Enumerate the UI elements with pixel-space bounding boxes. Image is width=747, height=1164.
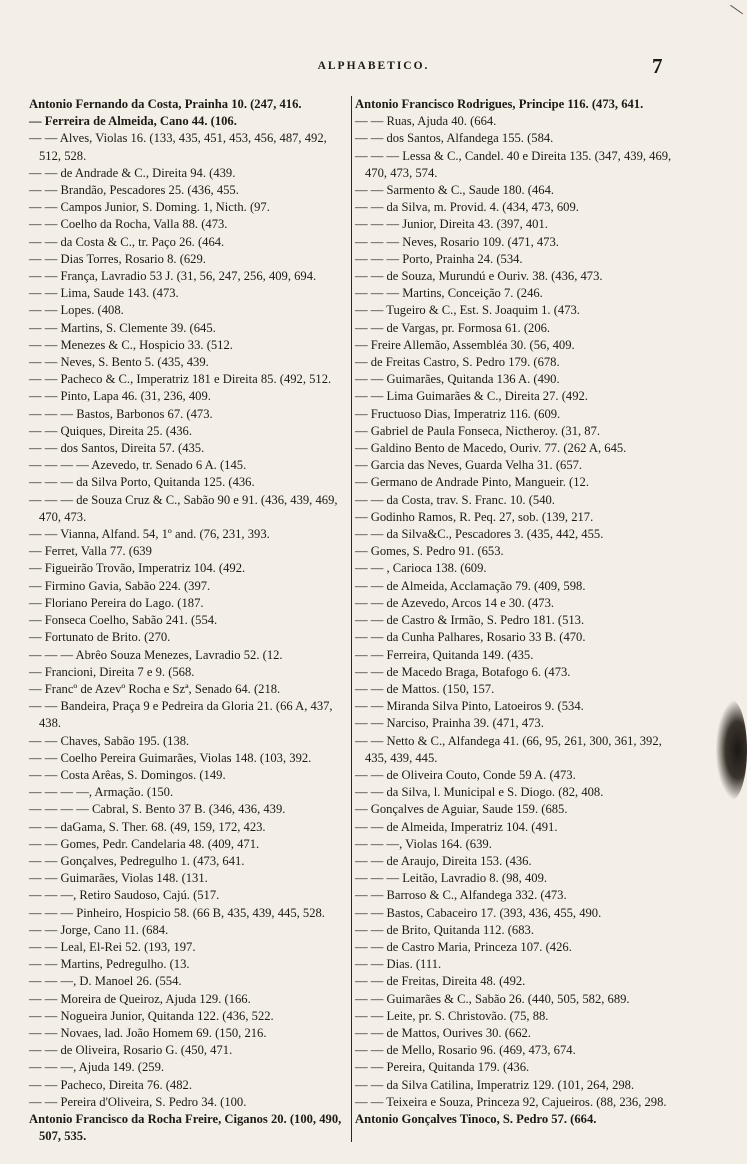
directory-entry: — — Pinto, Lapa 46. (31, 236, 409. — [29, 389, 211, 404]
running-header: ALPHABETICO. — [317, 60, 430, 72]
directory-entry: — — Alves, Violas 16. (133, 435, 451, 453, 456, 487, 492, 512, 528. — [29, 131, 327, 163]
directory-entry: — — de Almeida, Acclamação 79. (409, 598. — [355, 578, 586, 593]
directory-entry: — — Tugeiro & C., Est. S. Joaquim 1. (473. — [355, 303, 580, 318]
directory-entry: — — de Almeida, Imperatriz 104. (491. — [355, 819, 558, 834]
directory-entry: — — — Pinheiro, Hospicio 58. (66 B, 435, 439, 445, 528. — [29, 905, 325, 920]
directory-entry: Antonio Gonçalves Tinoco, S. Pedro 57. (664. — [355, 1111, 597, 1126]
directory-entry: — — Pacheco & C., Imperatriz 181 e Direita 85. (492, 512. — [29, 372, 332, 387]
directory-entry: — — — Lessa & C., Candel. 40 e Direita 135. (347, 439, 469, 470, 473, 574. — [355, 148, 672, 180]
directory-entry: — — de Mello, Rosario 96. (469, 473, 674. — [355, 1043, 576, 1058]
right-column — [355, 96, 673, 1128]
directory-entry: — Fortunato de Brito. (270. — [29, 630, 171, 645]
directory-entry: Antonio Francisco da Rocha Freire, Ciganos 20. (100, 490, 507, 535. — [29, 1111, 342, 1144]
corner-scratch — [730, 0, 747, 14]
directory-entry: — Gonçalves de Aguiar, Saude 159. (685. — [355, 802, 568, 817]
directory-entry: — — — Abrêo Souza Menezes, Lavradio 52. (12. — [29, 647, 283, 662]
directory-entry: — — Pereira, Quitanda 179. (436. — [355, 1060, 530, 1075]
directory-entry: — — Gomes, Pedr. Candelaria 48. (409, 471. — [29, 836, 260, 851]
directory-entry: — — da Silva, m. Provid. 4. (434, 473, 609. — [355, 200, 579, 215]
directory-entry: — — Bastos, Cabaceiro 17. (393, 436, 455, 490. — [355, 905, 602, 920]
directory-entry: — — Coelho Pereira Guimarães, Violas 148. (103, 392. — [29, 750, 312, 765]
directory-entry: — — de Vargas, pr. Formosa 61. (206. — [355, 320, 551, 335]
page-number: 7 — [652, 54, 663, 78]
directory-entry: — — — — Cabral, S. Bento 37 B. (346, 436, 439. — [29, 802, 286, 817]
directory-entry: — — — Porto, Prainha 24. (534. — [355, 251, 523, 266]
directory-entry: — — Chaves, Sabão 195. (138. — [29, 733, 190, 748]
directory-entry: — Fonseca Coelho, Sabão 241. (554. — [29, 613, 218, 628]
directory-entry: — — Coelho da Rocha, Valla 88. (473. — [29, 217, 228, 232]
directory-entry: — — Bandeira, Praça 9 e Pedreira da Gloria 21. (66 A, 437, 438. — [29, 699, 333, 731]
directory-entry: — — de Mattos, Ourives 30. (662. — [355, 1025, 531, 1040]
directory-entry: — Ferret, Valla 77. (639 — [29, 544, 152, 559]
directory-entry: — — Ferreira, Quitanda 149. (435. — [355, 647, 534, 662]
directory-entry: — — Martins, Pedregulho. (13. — [29, 957, 190, 972]
directory-entry: — — Campos Junior, S. Doming. 1, Nicth. (97. — [29, 200, 270, 215]
directory-entry: — — Nogueira Junior, Quitanda 122. (436, 522. — [29, 1008, 274, 1023]
directory-entry: — — Lima Guimarães & C., Direita 27. (492. — [355, 389, 588, 404]
directory-entry: — — da Silva&C., Pescadores 3. (435, 442, 455. — [355, 527, 604, 542]
directory-entry: — — Miranda Silva Pinto, Latoeiros 9. (534. — [355, 699, 584, 714]
directory-entry: — — França, Lavradio 53 J. (31, 56, 247, 256, 409, 694. — [29, 269, 317, 284]
directory-entry: — — Barroso & C., Alfandega 332. (473. — [355, 888, 567, 903]
directory-entry: — — dos Santos, Alfandega 155. (584. — [355, 131, 554, 146]
directory-entry: — — Vianna, Alfand. 54, 1º and. (76, 231, 393. — [29, 527, 270, 542]
directory-entry: — — de Oliveira, Rosario G. (450, 471. — [29, 1043, 233, 1058]
directory-entry: — — Ruas, Ajuda 40. (664. — [355, 114, 497, 129]
directory-entry: — — Sarmento & C., Saude 180. (464. — [355, 183, 555, 198]
directory-entry: — — Moreira de Queiroz, Ajuda 129. (166. — [29, 991, 251, 1006]
left-column — [29, 96, 349, 1145]
directory-entry: — Floriano Pereira do Lago. (187. — [29, 595, 204, 610]
directory-entry: — Gabriel de Paula Fonseca, Nictheroy. (31, 87. — [355, 423, 601, 438]
directory-entry: — — — Junior, Direita 43. (397, 401. — [355, 217, 548, 232]
directory-entry: — — de Azevedo, Arcos 14 e 30. (473. — [355, 595, 555, 610]
directory-entry: — — Teixeira e Souza, Princeza 92, Cajueiros. (88, 236, 298. — [355, 1094, 667, 1109]
directory-entry: — — — Bastos, Barbonos 67. (473. — [29, 406, 213, 421]
directory-entry: — — de Souza, Murundú e Ouriv. 38. (436, 473. — [355, 269, 603, 284]
directory-entry: — — Martins, S. Clemente 39. (645. — [29, 320, 216, 335]
directory-entry: — — — Neves, Rosario 109. (471, 473. — [355, 234, 559, 249]
directory-entry: — — da Silva Catilina, Imperatriz 129. (101, 264, 298. — [355, 1077, 635, 1092]
directory-entry: — — Brandão, Pescadores 25. (436, 455. — [29, 183, 239, 198]
directory-entry: — Firmino Gavia, Sabão 224. (397. — [29, 578, 211, 593]
directory-entry: — — — Martins, Conceição 7. (246. — [355, 286, 543, 301]
directory-entry: — Germano de Andrade Pinto, Mangueir. (12. — [355, 475, 589, 490]
directory-entry: — — Costa Arêas, S. Domingos. (149. — [29, 767, 226, 782]
directory-entry: — Fructuoso Dias, Imperatriz 116. (609. — [355, 406, 561, 421]
directory-entry: — — Lima, Saude 143. (473. — [29, 286, 179, 301]
directory-entry: — Freire Allemão, Assembléa 30. (56, 409. — [355, 337, 575, 352]
directory-entry: — — dos Santos, Direita 57. (435. — [29, 441, 205, 456]
directory-entry: — — Jorge, Cano 11. (684. — [29, 922, 169, 937]
directory-entry: — — de Macedo Braga, Botafogo 6. (473. — [355, 664, 571, 679]
directory-entry: — — Pacheco, Direita 76. (482. — [29, 1077, 192, 1092]
directory-entry: — Gomes, S. Pedro 91. (653. — [355, 544, 504, 559]
directory-entry: — — Guimarães, Quitanda 136 A. (490. — [355, 372, 560, 387]
directory-entry: Antonio Fernando da Costa, Prainha 10. (247, 416. — [29, 97, 302, 111]
directory-entry: — — de Brito, Quitanda 112. (683. — [355, 922, 534, 937]
directory-entry: — Figueirão Trovão, Imperatriz 104. (492. — [29, 561, 246, 576]
directory-entry: — — Neves, S. Bento 5. (435, 439. — [29, 355, 209, 370]
directory-entry: — Francioni, Direita 7 e 9. (568. — [29, 664, 195, 679]
directory-entry: — — —, Retiro Saudoso, Cajú. (517. — [29, 888, 220, 903]
directory-entry: — — de Araujo, Direita 153. (436. — [355, 853, 532, 868]
directory-entry: — — Quiques, Direita 25. (436. — [29, 423, 192, 438]
directory-entry: — — Dias. (111. — [355, 957, 442, 972]
directory-entry: — Francº de Azevº Rocha e Szª, Senado 64. (218. — [29, 681, 281, 696]
directory-entry: — — Narciso, Prainha 39. (471, 473. — [355, 716, 544, 731]
directory-entry: — — —, Ajuda 149. (259. — [29, 1060, 165, 1075]
directory-entry: — — — da Silva Porto, Quitanda 125. (436. — [29, 475, 255, 490]
directory-entry: — Ferreira de Almeida, Cano 44. (106. — [29, 114, 237, 129]
directory-entry: — — — de Souza Cruz & C., Sabão 90 e 91. (436, 439, 469, 470, 473. — [29, 492, 338, 524]
page-edge-stain — [716, 700, 747, 800]
directory-entry: — — da Cunha Palhares, Rosario 33 B. (470. — [355, 630, 586, 645]
directory-entry: — — daGama, S. Ther. 68. (49, 159, 172, 423. — [29, 819, 266, 834]
column-divider — [351, 96, 352, 1142]
directory-entry: — — de Oliveira Couto, Conde 59 A. (473. — [355, 767, 576, 782]
directory-entry: — Garcia das Neves, Guarda Velha 31. (657. — [355, 458, 583, 473]
directory-entry: Antonio Francisco Rodrigues, Principe 116. (473, 641. — [355, 97, 644, 111]
directory-entry: — — da Costa, trav. S. Franc. 10. (540. — [355, 492, 555, 507]
directory-entry: — — Pereira d'Oliveira, S. Pedro 34. (100. — [29, 1094, 247, 1109]
directory-entry: — — , Carioca 138. (609. — [355, 561, 487, 576]
directory-entry: — — de Castro Maria, Princeza 107. (426. — [355, 939, 572, 954]
directory-entry: — — de Mattos. (150, 157. — [355, 681, 495, 696]
directory-entry: — — —, Violas 164. (639. — [355, 836, 492, 851]
directory-entry: — — da Silva, l. Municipal e S. Diogo. (82, 408. — [355, 785, 604, 800]
directory-entry: — — Leite, pr. S. Christovão. (75, 88. — [355, 1008, 549, 1023]
directory-entry: — — Menezes & C., Hospicio 33. (512. — [29, 337, 233, 352]
directory-entry: — — — —, Armação. (150. — [29, 785, 174, 800]
directory-entry: — — — — Azevedo, tr. Senado 6 A. (145. — [29, 458, 247, 473]
directory-entry: — — Guimarães & C., Sabão 26. (440, 505, 582, 689. — [355, 991, 630, 1006]
directory-entry: — Godinho Ramos, R. Peq. 27, sob. (139, 217. — [355, 509, 594, 524]
directory-entry: — — de Andrade & C., Direita 94. (439. — [29, 165, 236, 180]
directory-entry: — de Freitas Castro, S. Pedro 179. (678. — [355, 355, 560, 370]
directory-entry: — — Gonçalves, Pedregulho 1. (473, 641. — [29, 853, 245, 868]
directory-entry: — — Leal, El-Rei 52. (193, 197. — [29, 939, 196, 954]
directory-entry: — — Novaes, lad. João Homem 69. (150, 216. — [29, 1025, 267, 1040]
directory-entry: — — —, D. Manoel 26. (554. — [29, 974, 182, 989]
directory-entry: — — Lopes. (408. — [29, 303, 124, 318]
directory-entry: — — Dias Torres, Rosario 8. (629. — [29, 251, 206, 266]
directory-entry: — — Guimarães, Violas 148. (131. — [29, 871, 208, 886]
directory-entry: — — de Freitas, Direita 48. (492. — [355, 974, 526, 989]
directory-entry: — — Netto & C., Alfandega 41. (66, 95, 261, 300, 361, 392, 435, 439, 445. — [355, 733, 662, 765]
directory-entry: — Galdino Bento de Macedo, Ouriv. 77. (262 A, 645. — [355, 441, 627, 456]
directory-entry: — — — Leitão, Lavradio 8. (98, 409. — [355, 871, 548, 886]
directory-entry: — — da Costa & C., tr. Paço 26. (464. — [29, 234, 225, 249]
directory-entry: — — de Castro & Irmão, S. Pedro 181. (513. — [355, 613, 585, 628]
